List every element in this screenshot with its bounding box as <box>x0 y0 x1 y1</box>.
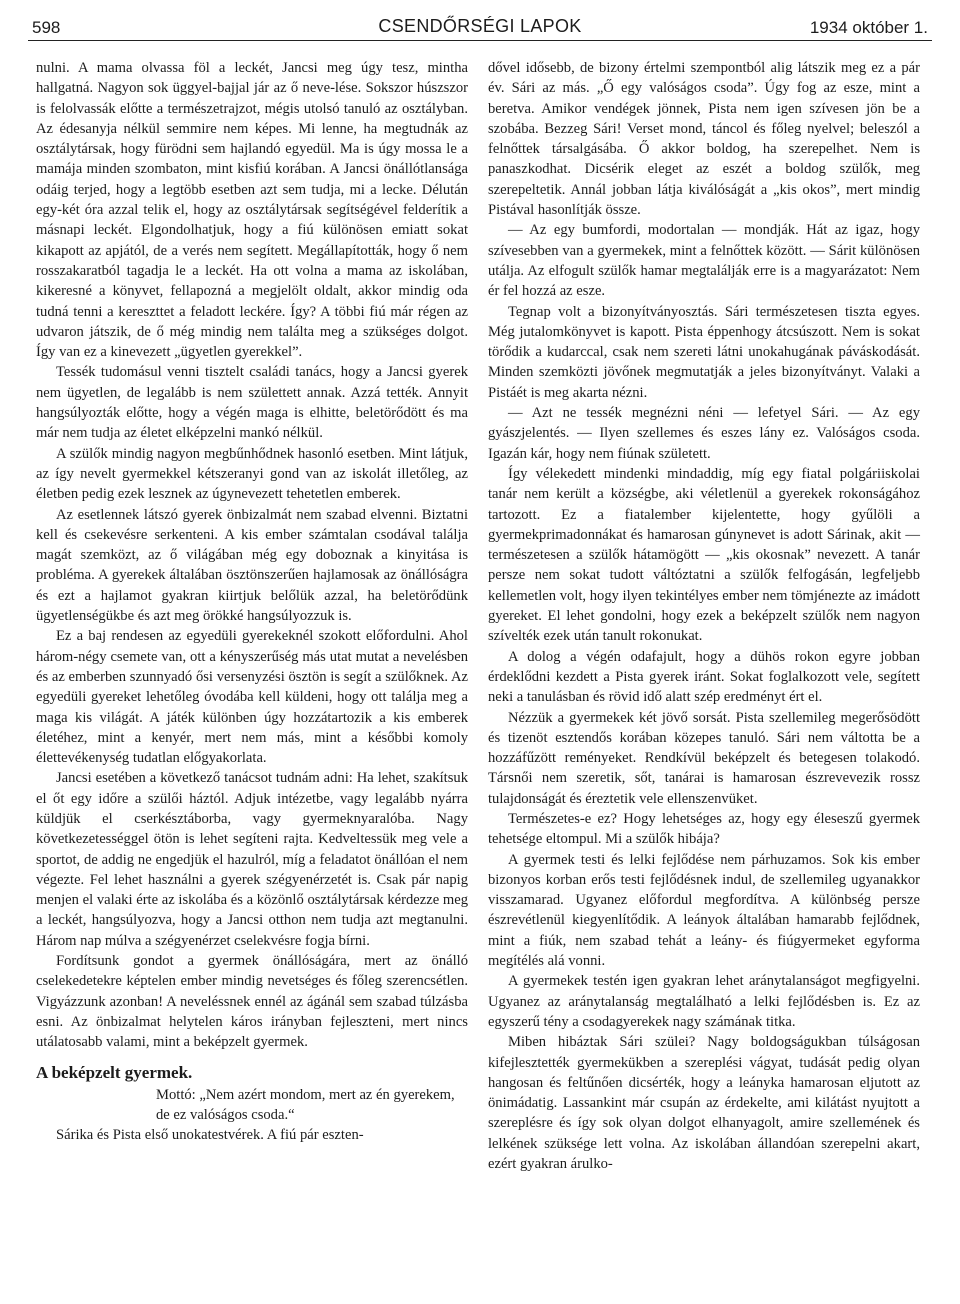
paragraph: nulni. A mama olvassa föl a leckét, Jancsi meg úgy tesz, mintha hallgatná. Nagyon sok üggyel-bajjal jár az ő neve-lése. Sokszor húszszor is felolvassák előtte a természetrajzot, mégis utolsó tanuló az osztályban. Az édesanyja nélkül semmire nem képes. Mi lenne, ha megtudnák az osztálytársak, hogy fürödni sem hajlandó egyedül. Ma is úgy mossa le a mamája minden szombaton, mint kisfiú korában. A Jancsi önállótlansága odáig terjed, hogy a legtöbb esetben azt sem tudja, mi a lecke. Délután egy-két óra azzal telik el, hogy az osztálytársak segítségével felderítik a másnapi leckét. Elgondolhatjuk, hogy a fiú különösen emiatt sokat kikapott az apjától, de a verés nem segített. Megállapították, hogy ő nem rosszakaratból tagadja le a leckét. Ha ott volna a mama az iskolában, kikeresné a könyvet, fellapozná a megjelölt oldalt, akkor mindig oda tudná tenni a kereszttet a feladott leckére. Így? A többi fiú már régen az udvaron játszik, de ő még mindig nem találta meg a szükséges dolgot. Így van ez a kinevezett „ügyetlen gyerekkel”. <box>36 60 468 361</box>
paragraph: A dolog a végén odafajult, hogy a dühös rokon egyre jobban érdeklődni kezdett a Pista gyerek iránt. Sokat foglalkozott vele, segített neki a tanulásban és rövid idő alatt szép eredményt ért el. <box>488 648 920 706</box>
paragraph: A szülők mindig nagyon megbűnhődnek hasonló esetben. Mint látjuk, az így nevelt gyermekkel kétszeranyi gond van az iskolát illetőleg, az életben pedig ezek lesznek az úgynevezett tehetetlen emberek. <box>36 445 468 503</box>
paragraph: Tegnap volt a bizonyítványosztás. Sári természetesen tiszta egyes. Még jutalomkönyvet is kapott. Pista éppenhogy átcsúszott. Nem is sokat törődik a kudarccal, csak nem szereti látni unokahugának páváskodását. Minden szemközti jövőnek megmutatják a jeles bizonyítványt. Valaki a Pistáét is meg akarta nézni. <box>488 303 920 401</box>
paragraph: Az esetlennek látszó gyerek önbizalmát nem szabad elvenni. Biztatni kell és csekevésre serkenteni. A kis ember számtalan csodával találja magát szemközt, az ő világában még egy doboznak a kinyitása is probléma. A gyerekek általában ösztönszerűen hajlamosak az önállóságra és ezt a hajlamot gyakran kiirtjuk belőlük azzal, ha beletörődünk ügyetlenségükbe és azt meg örökké hangsúlyozzuk is. <box>36 506 468 625</box>
paragraph: Fordítsunk gondot a gyermek önállóságára, mert az önálló cselekedetekre képtelen ember mindig nevetséges és főleg szerencsétlen. Vigyázzunk azonban! A neveléssnek ennél az ágánál sem szabad túlzásba esni. Az önbizalmat helytelen káros irányban fejleszteni, mert nincs utálatosabb valami, mint a beképzelt gyermek. <box>36 953 468 1051</box>
paragraph: Jancsi esetében a következő tanácsot tudnám adni: Ha lehet, szakítsuk el őt egy időre a szülői háztól. Adjuk intézetbe, vagy legalább nyárra küldjük el cserkésztáborba, vagy gyermeknyaralóba. Nagy következetességgel ötön is lehet segíteni rajta. Kedveltessük meg vele a sportot, de addig ne engedjük el hazulról, míg a feladatot önállóan el nem végezte. Fel lehet használni a gyerek szégyenérzetét is. Csak pár napig menjen el valaki érte az iskolába és a közönlő osztálytársak kérdezze meg a leckét, hangsúlyozva, hogy a Jancsi otthon nem tudja azt megtanulni. Három nap múlva a szégyenérzet cselekvésre fogja bírni. <box>36 770 468 949</box>
paragraph: Ez a baj rendesen az egyedüli gyerekeknél szokott előfordulni. Ahol három-négy csemete van, ott a kényszerűség más utat mutat a nevelésben és az emberben szunnyadó ősi versenyzési ösztön is segít a szülőknek. Az egyedüli gyereket lehetőleg óvodába kell küldeni, hogy ott találja meg a maga kis világát. A játék különben úgy hozzátartozik a kis emberek életéhez, mint a kenyér, mert nem más, mint a későbbi komoly élettevékenység tudatlan előgyakorlata. <box>36 628 468 767</box>
right-column <box>488 58 920 1174</box>
issue-date: 1934 október 1. <box>809 18 928 37</box>
journal-title: CSENDŐRSÉGI LAPOK <box>378 16 582 36</box>
page-header <box>28 10 932 41</box>
paragraph: Természetes-e ez? Hogy lehetséges az, hogy egy éleseszű gyermek tehetsége eltompul. Mi a szülők hibája? <box>488 810 920 848</box>
motto: Mottó: „Nem azért mondom, mert az én gyerekem, de ez valóságos csoda.“ <box>156 1086 455 1124</box>
left-column <box>36 58 468 1146</box>
paragraph: Tessék tudomásul venni tisztelt családi tanács, hogy a Jancsi gyerek nem ügyetlen, de legalább is nem születtett annak. Azzá tették. Annyit hangsúlyozták előtte, hogy a végén maga is elhitte, beletörődött és ma már nem tudja az életet elképzelni mankó nélkül. <box>36 364 468 442</box>
paragraph: A gyermek testi és lelki fejlődése nem párhuzamos. Sok kis ember bizonyos korban erős testi fejlődésnek indul, de szellemileg ugyanakkor visszamarad. Ugyanez előfordul megfordítva. A különbség persze észrevétlenül kiegyenlítődik. A leányok általában hamarabb fejlődnek, mint a fiúk, nem szabad tehát a leány- és fiúgyermeket egyforma megítélés alá vonni. <box>488 851 920 970</box>
paragraph: — Az egy bumfordi, modortalan — mondják. Hát az igaz, hogy szívesebben van a gyermekek, mint a felnőttek között. — Sárit különösen utálja. Az elfogult szülők hamar megtalálják erre is a magyarázatot: Nem ér fel hozzá az esze. <box>488 222 920 300</box>
paragraph: — Azt ne tessék megnézni néni — lefetyel Sári. — Az egy gyászjelentés. — Ilyen szellemes és eszes lány ez. Valóságos csoda. Igazán kár, hogy nem fiúnak született. <box>488 405 920 462</box>
paragraph: Nézzük a gyermekek két jövő sorsát. Pista szellemileg megerősödött és tizenöt esztendős korában közepes tanuló. Sári nem váltotta be a hozzáfűzött reményeket. Rendkívül beképzelt és betegesen tolakodó. Társnői nem szeretik, sőt, tanárai is hamarosan észrevevezik rossz tulajdonságát és éreztetik vele ellenszenvüket. <box>488 709 920 807</box>
page-number: 598 <box>32 18 61 37</box>
section-title: A beképzelt gyermek. <box>36 1062 193 1082</box>
paragraph: dővel idősebb, de bizony értelmi szempontból alig látszik meg ez a pár év. Sári az más. „Ő egy valóságos csoda”. Úgy fog az esze, mint a beretva. Amikor vendégek jönnek, Pista nem igen szívesen jön be a szobába. Bezzeg Sári! Verset mond, táncol és főleg nyelvel; beleszól a felnőttek társalgásába. Ő akkor boldog, ha szerepelhet. Nem is panaszkodhat. Dicsérik eleget az eszét a boldog szülők, meg szerepeltetik. Annál jobban látja kiválóságát a „kis okos”, mert mindig Pistával hasonlítják össze. <box>488 60 920 219</box>
paragraph: A gyermekek testén igen gyakran lehet aránytalanságot megfigyelni. Ugyanez az aránytalanság megtalálható a lelki fejlődésben is. Ez az egyszerű tény a csodagyerekek nagy számának titka. <box>488 973 920 1030</box>
paragraph: Sárika és Pista első unokatestvérek. A fiú pár eszten- <box>56 1127 364 1144</box>
paragraph: Miben hibáztak Sári szülei? Nagy boldogságukban túlságosan kifejlesztették gyermekükben a szereplési vágyat, tudását pedig olyan hangosan és feltűnően dicsérték, hogy a leányka hamarosan eljutott az önimádatig. Lassankint már csupán az érdekelte, ami kilátást nyujtott a szereplésre és így sok olyan dolgot elhanyagolt, amire szellemének és lelkének szüksége lett volna. Az iskolában állandóan szerepelni akart, ezért gyakran árulko- <box>488 1034 920 1173</box>
paragraph: Így vélekedett mindenki mindaddig, míg egy fiatal polgáriiskolai tanár nem került a községbe, aki véletlenül a gyerekek rokonságához tartozott. Ez a fiatalember kijelentette, hogy gyűlöli a gyermekprimadonnákat és hamarosan gúnynevet is adott Sárinak, akit — természetesen a szülők hátamögött — „kis okosnak” nevezett. A tanár persze nem sokat tudott váltóztatni a szülők felfogásán, legfeljebb kellemetlen volt, hogy ilyen tekintélyes ember nem tömjénezte az imádott gyereket. El lehet gondolni, hogy ezek a beképzelt szülők nem nagyon szívelték ezek után tanult rokonukat. <box>488 465 920 645</box>
